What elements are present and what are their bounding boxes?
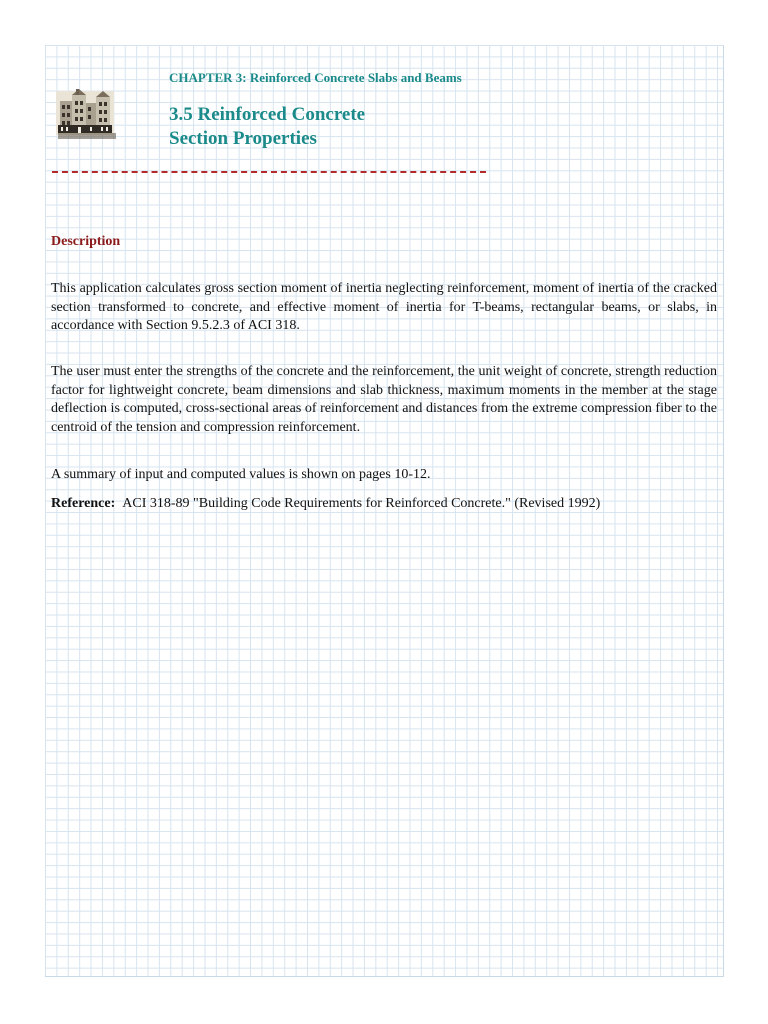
- section-title-line1: 3.5 Reinforced Concrete: [169, 104, 366, 125]
- reference-text: ACI 318-89 "Building Code Requirements for Reinforced Concrete." (Revised 1992): [122, 496, 601, 511]
- summary-paragraph: A summary of input and computed values is shown on pages 10-12.: [51, 467, 431, 482]
- section-title: [169, 103, 365, 151]
- dashed-divider: [52, 171, 486, 173]
- description-paragraph-2: The user must enter the strengths of the concrete and the reinforcement, the unit weight of concrete, strength reduction factor for lightweight concrete, beam dimensions and slab thickness, maximum moments in the member at the stage deflection is computed, cross-sectional areas of reinforcement and distances from the extreme compression fiber to the centroid of the tension and compression reinforcement.: [51, 364, 717, 435]
- section-title-line2: Section Properties: [169, 128, 317, 149]
- reference-label: Reference:: [51, 496, 116, 511]
- reference-line: [51, 495, 717, 514]
- chapter-heading: CHAPTER 3: Reinforced Concrete Slabs and Beams: [169, 70, 462, 85]
- building-icon: [54, 87, 116, 141]
- description-heading: Description: [51, 234, 121, 249]
- description-paragraph-1: This application calculates gross section moment of inertia neglecting reinforcement, moment of inertia of the cracked section transformed to concrete, and effective moment of inertia for T-beams, rectangular beams, or slabs, in accordance with Section 9.5.2.3 of ACI 318.: [51, 281, 717, 333]
